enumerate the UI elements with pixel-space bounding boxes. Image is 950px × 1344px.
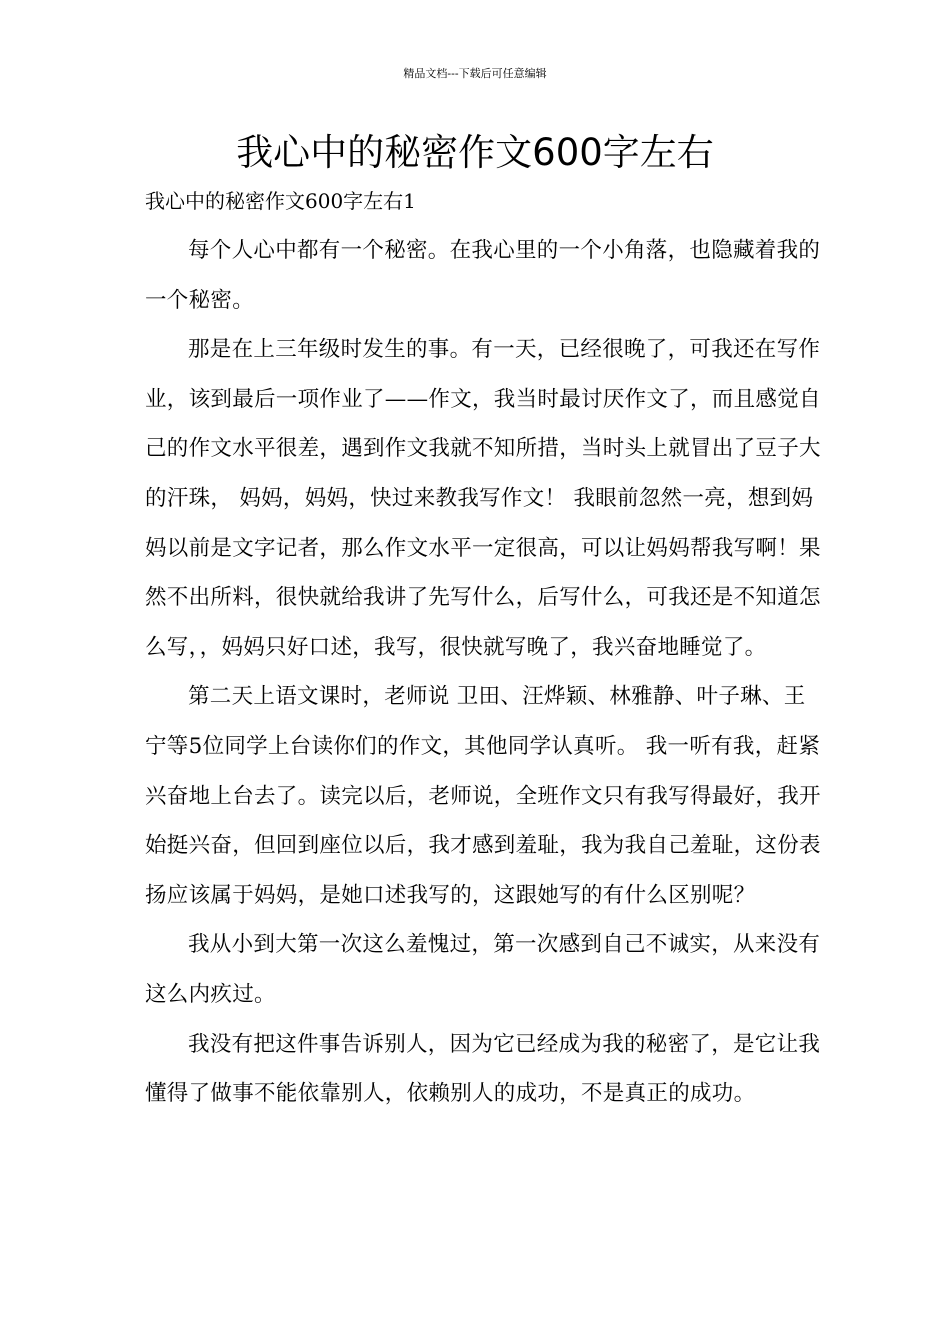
paragraph: 那是在上三年级时发生的事。有一天，已经很晚了，可我还在写作业，该到最后一项作业了——作文，我当时最讨厌作文了，而且感觉自己的作文水平很差，遇到作文我就不知所措，当时头上就冒出了豆子大的汗珠， 妈妈，妈妈，快过来教我写作文！ 我眼前忽然一亮，想到妈妈以前是文字记者，那么作文水平一定很高，可以让妈妈帮我写啊！果然不出所料，很快就给我讲了先写什么，后写什么，可我还是不知道怎么写，，妈妈只好口述，我写，很快就写晚了，我兴奋地睡觉了。	[145, 337, 821, 660]
document-subtitle: 我心中的秘密作文600字左右1	[145, 189, 416, 213]
paragraph: 第二天上语文课时，老师说 卫田、汪烨颖、林雅静、叶子琳、王宁等5位同学上台读你们的作文，其他同学认真听。 我一听有我，赶紧兴奋地上台去了。读完以后，老师说，全班作文只有我写得最好，我开始挺兴奋，但回到座位以后，我才感到羞耻，我为我自己羞耻，这份表扬应该属于妈妈，是她口述我写的，这跟她写的有什么区别呢？	[145, 684, 821, 908]
header-note: 精品文档---下载后可任意编辑	[403, 67, 547, 80]
document-title: 我心中的秘密作文600字左右	[236, 131, 714, 174]
paragraph: 每个人心中都有一个秘密。在我心里的一个小角落，也隐藏着我的一个秘密。	[145, 238, 821, 313]
document-body	[145, 226, 821, 1119]
paragraph: 我从小到大第一次这么羞愧过，第一次感到自己不诚实，从来没有这么内疚过。	[145, 932, 821, 1007]
paragraph: 我没有把这件事告诉别人，因为它已经成为我的秘密了，是它让我懂得了做事不能依靠别人，依赖别人的成功，不是真正的成功。	[145, 1031, 821, 1107]
